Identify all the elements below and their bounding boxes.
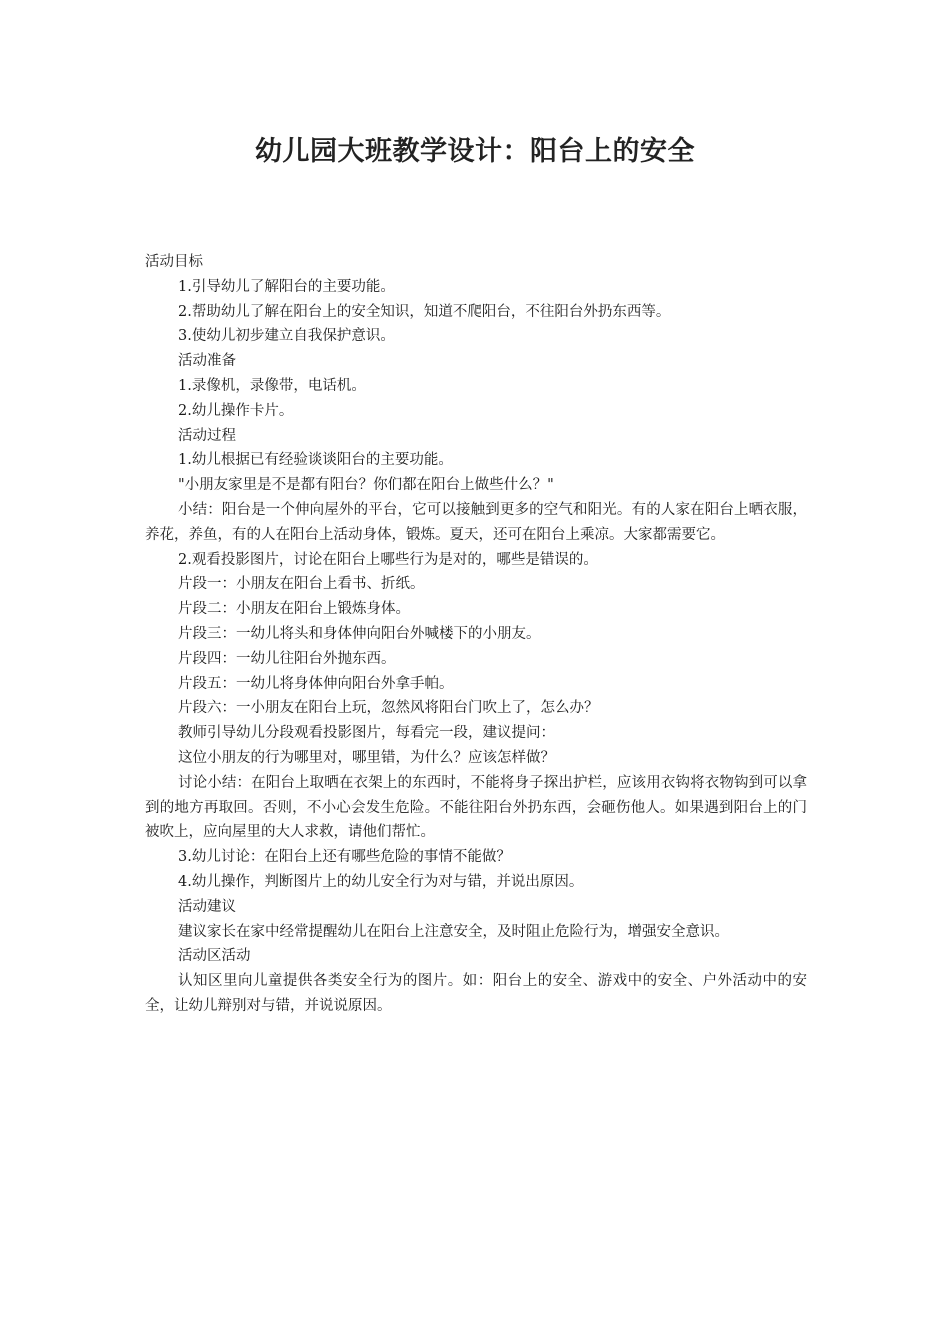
paragraph: 讨论小结：在阳台上取晒在衣架上的东西时，不能将身子探出护栏，应该用衣钩将衣物钩到可以拿到的地方再取回。否则，不小心会发生危险。不能往阳台外扔东西，会砸伤他人。如果遇到阳台上的门被吹上，应向屋里的大人求救，请他们帮忙。 xyxy=(145,774,807,841)
document-body xyxy=(145,250,807,1019)
paragraph: 2.幼儿操作卡片。 xyxy=(178,402,294,419)
section-heading-process: 活动过程 xyxy=(178,427,236,444)
paragraph: 片段二：小朋友在阳台上锻炼身体。 xyxy=(178,601,410,618)
paragraph: 1.幼儿根据已有经验谈谈阳台的主要功能。 xyxy=(178,452,453,469)
paragraph: 小结：阳台是一个伸向屋外的平台，它可以接触到更多的空气和阳光。有的人家在阳台上晒衣服，养花，养鱼，有的人在阳台上活动身体，锻炼。夏天，还可在阳台上乘凉。大家都需要它。 xyxy=(145,501,807,543)
paragraph: 2.观看投影图片，讨论在阳台上哪些行为是对的，哪些是错误的。 xyxy=(178,551,598,568)
paragraph: 片段六：一小朋友在阳台上玩，忽然风将阳台门吹上了，怎么办？ xyxy=(178,700,599,717)
paragraph: 这位小朋友的行为哪里对，哪里错，为什么？应该怎样做？ xyxy=(178,749,555,766)
paragraph: "小朋友家里是不是都有阳台？你们都在阳台上做些什么？" xyxy=(178,477,554,494)
paragraph: 1.录像机，录像带，电话机。 xyxy=(178,377,366,394)
paragraph: 片段四：一幼儿往阳台外抛东西。 xyxy=(178,650,396,667)
paragraph: 3.使幼儿初步建立自我保护意识。 xyxy=(178,328,395,345)
section-heading-area-activity: 活动区活动 xyxy=(178,948,251,965)
paragraph: 教师引导幼儿分段观看投影图片，每看完一段，建议提问： xyxy=(178,725,555,742)
paragraph: 片段五：一幼儿将身体伸向阳台外拿手帕。 xyxy=(178,675,454,692)
paragraph: 建议家长在家中经常提醒幼儿在阳台上注意安全，及时阻止危险行为，增强安全意识。 xyxy=(178,923,729,940)
paragraph: 片段三：一幼儿将头和身体伸向阳台外喊楼下的小朋友。 xyxy=(178,625,541,642)
paragraph: 片段一：小朋友在阳台上看书、折纸。 xyxy=(178,576,425,593)
paragraph: 4.幼儿操作，判断图片上的幼儿安全行为对与错，并说出原因。 xyxy=(178,873,584,890)
paragraph: 2.帮助幼儿了解在阳台上的安全知识，知道不爬阳台，不往阳台外扔东西等。 xyxy=(178,303,671,320)
paragraph: 3.幼儿讨论：在阳台上还有哪些危险的事情不能做？ xyxy=(178,849,511,866)
paragraph: 1.引导幼儿了解阳台的主要功能。 xyxy=(178,278,395,295)
section-heading-goals: 活动目标 xyxy=(145,254,203,270)
document-title: 幼儿园大班教学设计：阳台上的安全 xyxy=(255,136,695,167)
section-heading-preparation: 活动准备 xyxy=(178,353,236,370)
section-heading-suggestion: 活动建议 xyxy=(178,898,236,915)
paragraph: 认知区里向儿童提供各类安全行为的图片。如：阳台上的安全、游戏中的安全、户外活动中的安全，让幼儿辩别对与错，并说说原因。 xyxy=(145,973,807,1014)
